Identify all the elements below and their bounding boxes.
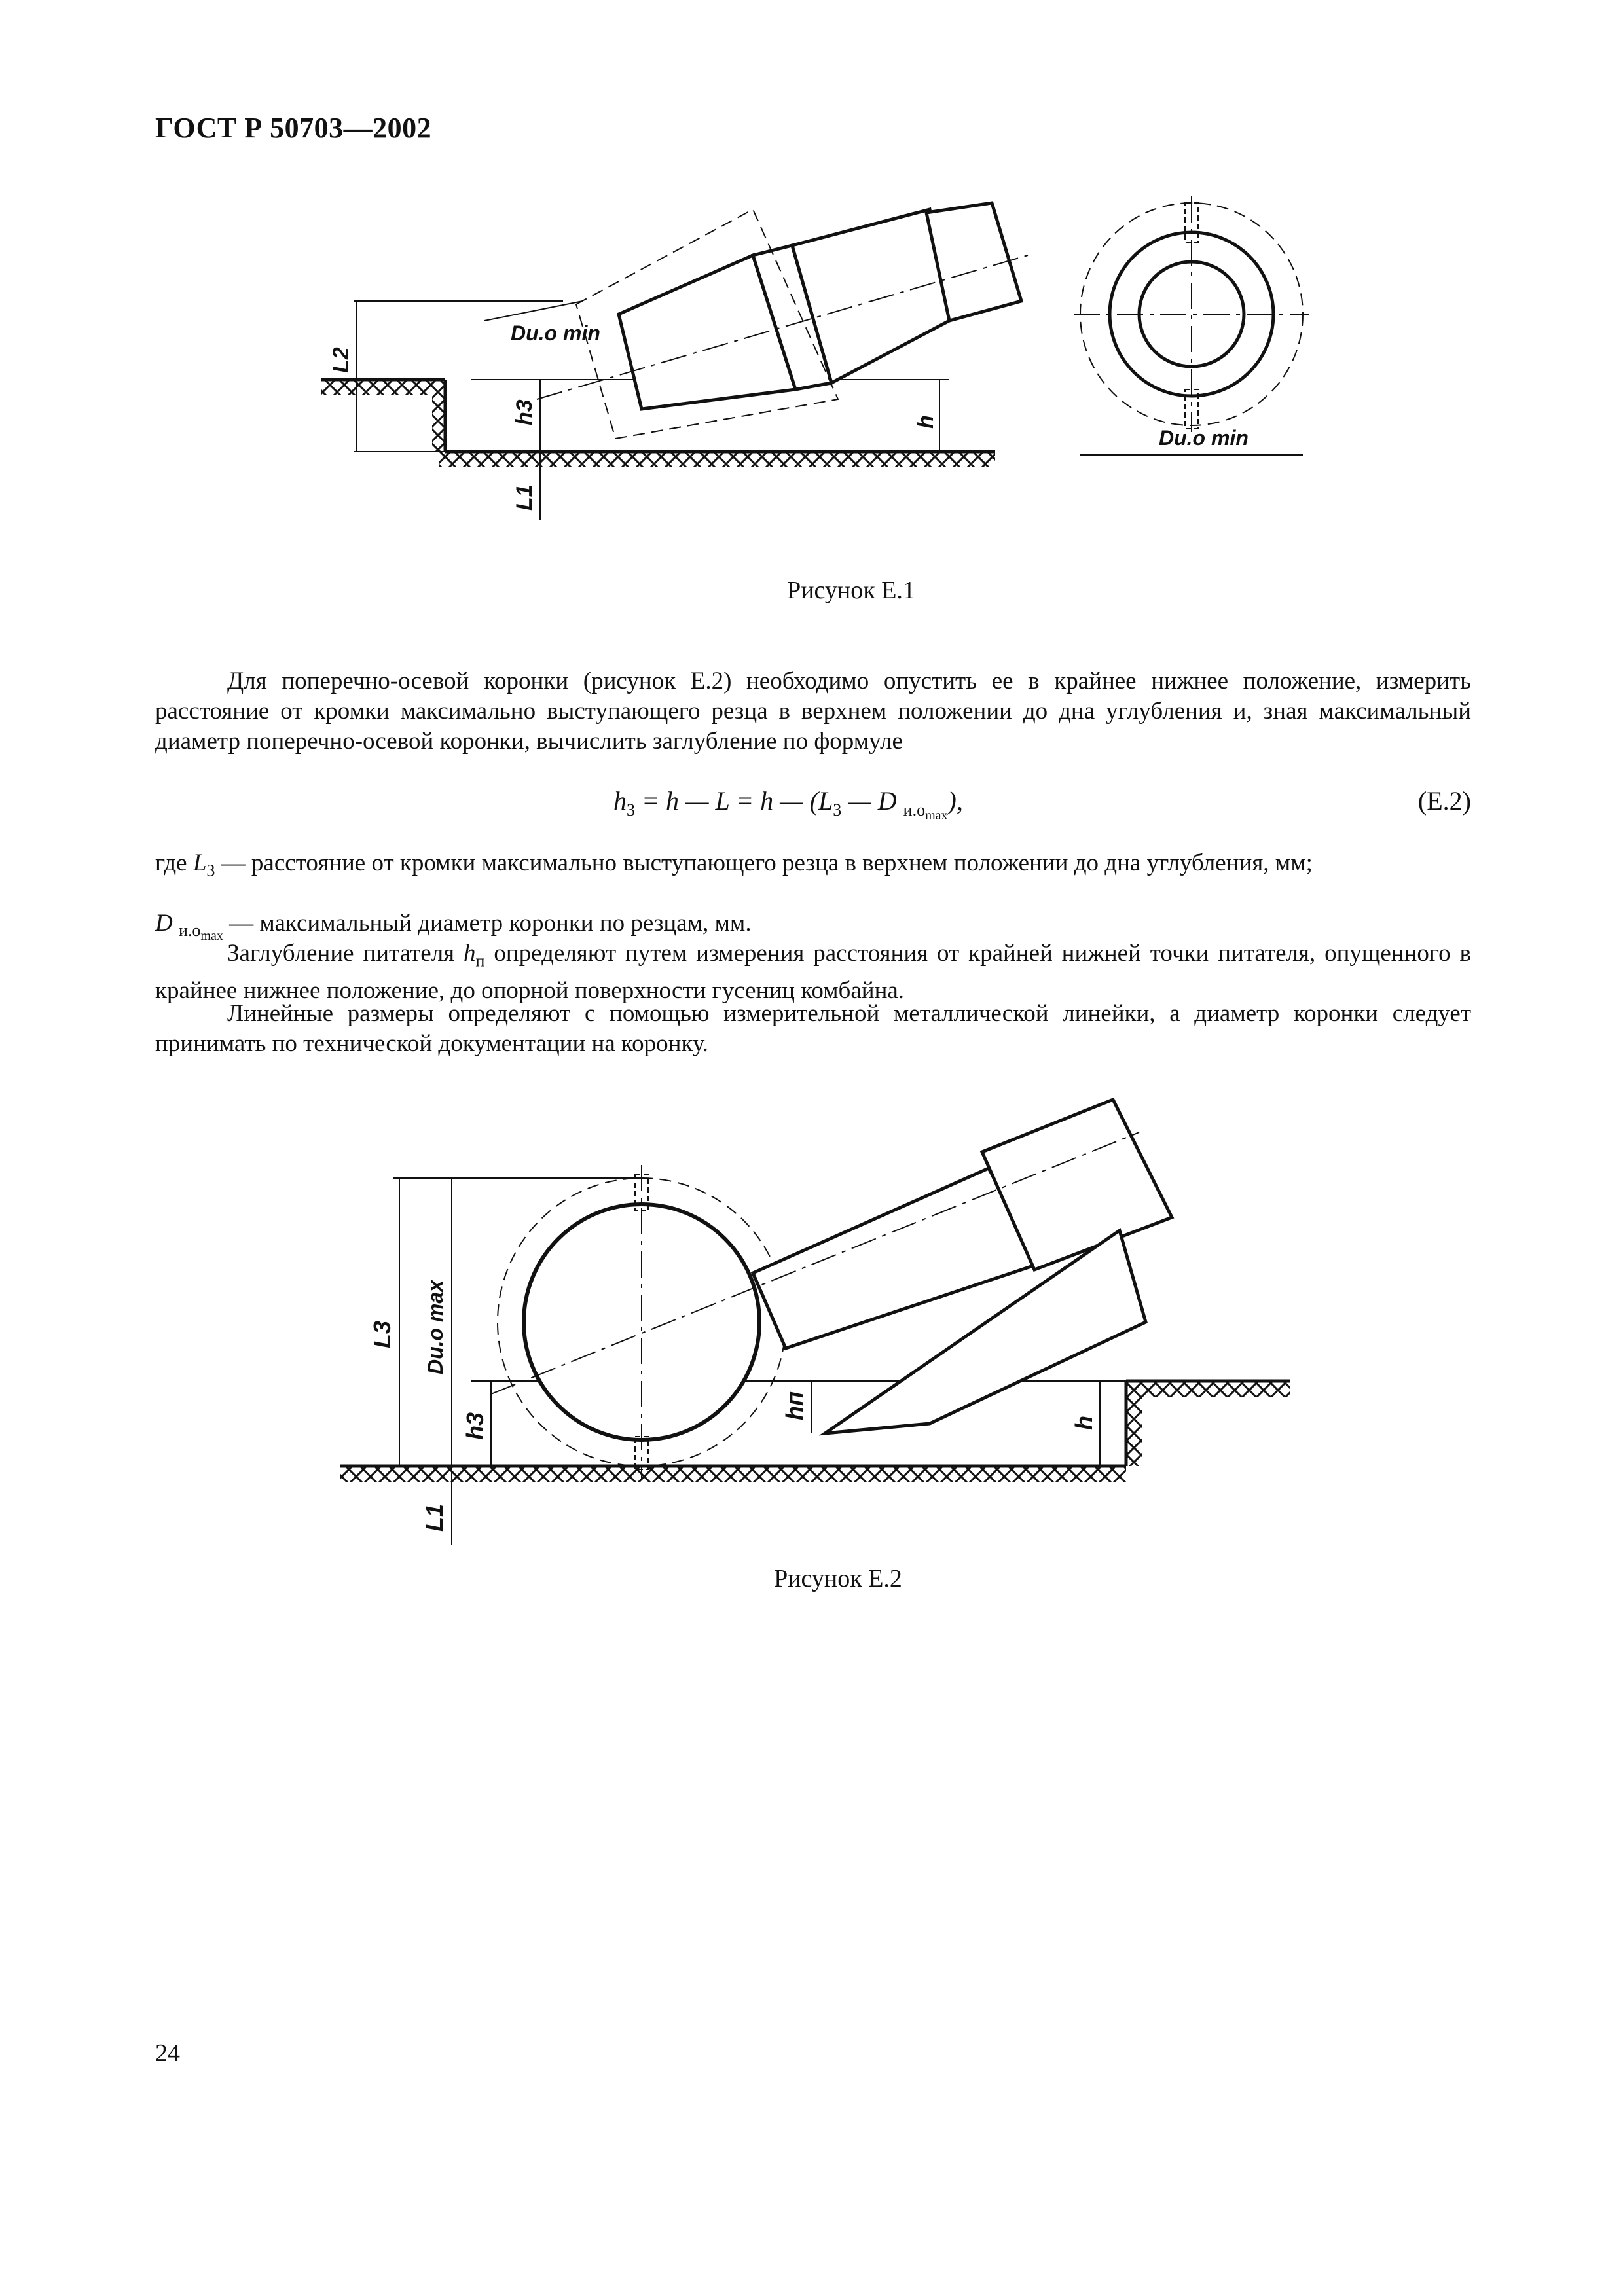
lower-ground-hatch: [439, 452, 995, 467]
formula-mid: — D: [841, 786, 903, 816]
upper-ground-hatch: [321, 380, 445, 395]
formula-d-subsub: max: [925, 808, 948, 823]
def-d-sub: и.о: [178, 921, 201, 941]
def-d-symbol: D: [155, 910, 179, 937]
def-d-text: — максимальный диаметр коронки по резцам, мм.: [223, 910, 752, 937]
definition-l3: [155, 848, 1471, 886]
formula-number: (Е.2): [1417, 786, 1471, 816]
h3-label: h3: [512, 399, 537, 425]
l3-label: L3: [369, 1320, 395, 1348]
page-number: 24: [155, 2039, 180, 2067]
upper-ground-hatch: [1126, 1381, 1290, 1397]
formula-h: h: [613, 786, 627, 816]
d-min-right-label: Dи.o min: [1159, 426, 1249, 450]
figure-e2-caption: Рисунок Е.2: [774, 1565, 902, 1592]
def-l3-symbol: L: [192, 850, 207, 876]
h-label: h: [913, 415, 938, 429]
l1-label: L1: [512, 484, 537, 511]
formula-L: L: [818, 786, 833, 816]
l1-label: L1: [421, 1503, 448, 1532]
d-min-label: Dи.o min: [511, 321, 600, 345]
paragraph-3: Линейные размеры определяют с помощью измерительной металлической линейки, а диаметр коронки следует принимать по технической документации на коронку.: [155, 1000, 1471, 1057]
p2-end: определяют путем измерения расстояния от крайней нижней точки питателя, опущенного в крайнее нижнее положение, до опорной поверхности гусениц комбайна.: [155, 940, 1471, 1005]
p2-symbol: h: [464, 940, 476, 967]
paragraph-2: [155, 939, 1471, 1006]
formula-eq: = h — L = h — (: [635, 786, 818, 816]
hn-label: hп: [781, 1391, 808, 1420]
figure-e2-drawing: [327, 1073, 1309, 1545]
formula-e2: [155, 785, 1471, 823]
paragraph-1: Для поперечно-осевой коронки (рисунок Е.2) необходимо опустить ее в крайнее нижнее положение, измерить расстояние от кромки максимально выступающего резца в верхнем положении до дна углубления и, зная максимальный диаметр поперечно-осевой коронки, вычислить заглубление по формуле: [155, 668, 1471, 755]
h-label: h: [1070, 1416, 1097, 1430]
lower-ground-hatch: [340, 1466, 1126, 1482]
figure-e1-drawing: [301, 183, 1349, 550]
figure-e1-caption: Рисунок Е.1: [787, 577, 915, 604]
def-l3-text: — расстояние от кромки максимально выступающего резца в верхнем положении до дна углубления, мм;: [215, 850, 1313, 876]
def-l3-sub: 3: [206, 861, 215, 880]
l2-label: L2: [329, 347, 354, 373]
where-prefix: где: [155, 850, 193, 876]
formula-h-sub: 3: [627, 800, 635, 819]
def-d-subsub: max: [200, 929, 223, 944]
h3-label: h3: [462, 1412, 488, 1440]
formula-d-sub: и.о: [903, 800, 926, 819]
dmax-label: Dи.o max: [424, 1280, 447, 1374]
p2-start: Заглубление питателя: [227, 940, 464, 967]
p2-sub: п: [475, 951, 485, 971]
formula-L-sub: 3: [833, 800, 842, 819]
document-header: ГОСТ Р 50703—2002: [155, 112, 432, 144]
formula-tail: ),: [947, 786, 963, 816]
